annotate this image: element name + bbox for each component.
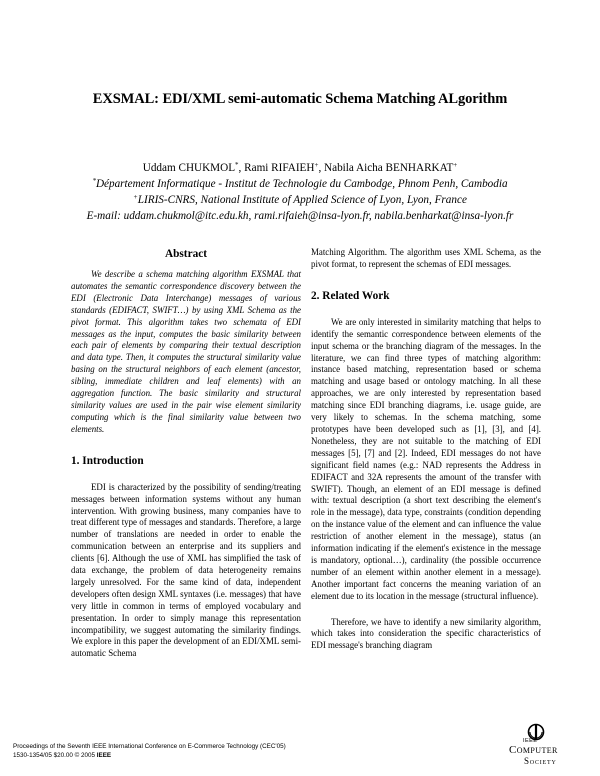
introduction-text: EDI is characterized by the possibility of sending/treating messages between information systems without any human intervention. With growing business, many companies have to treat different type of messages and standards. Therefore, a large number of translations are needed in order to enable the communication between an enterprise and its suppliers and clients [6]. Although the use of XML has simplified the task of data exchange, the problem of data heterogeneity remains largely unresolved. For the same kind of data, independent developers often design XML syntaxes (i.e. messages) that have very little in common in terms of employed vocabulary and presentation. In order to simply manage this representation incompatibility, we suggest automating the similarity findings. We explore in this paper the development of an EDI/XML semi-automatic Schema <box>71 481 301 659</box>
author-2-mark: + <box>314 161 319 169</box>
affiliation-2-text: LIRIS-CNRS, National Institute of Applied Science of Lyon, Lyon, France <box>137 194 467 206</box>
affiliation-1 <box>20 176 580 192</box>
author-1-mark: * <box>235 161 239 169</box>
affiliation-1-mark: * <box>92 177 96 185</box>
author-1: Uddam CHUKMOL <box>142 162 236 174</box>
logo-computer-text: Computer <box>509 744 558 756</box>
author-block <box>20 160 580 224</box>
ieee-computer-society-logo <box>493 723 583 771</box>
footer-issn: 1530-1354/05 $20.00 © 2005 <box>13 751 97 759</box>
author-names <box>20 160 580 176</box>
logo-ieee-text: IEEE <box>523 738 538 744</box>
introduction-heading: 1. Introduction <box>71 454 144 467</box>
footer-line-2 <box>13 752 433 761</box>
author-2: , Rami RIFAIEH <box>238 162 315 174</box>
left-column <box>71 247 301 660</box>
author-emails: E-mail: uddam.chukmol@itc.edu.kh, rami.rifaieh@insa-lyon.fr, nabila.benharkat@insa-lyon.fr <box>86 210 514 222</box>
affiliation-1-text: Département Informatique - Institut de Technologie du Cambodge, Phnom Penh, Cambodia <box>95 178 508 190</box>
logo-society-text: Society <box>524 756 557 766</box>
footer-ieee: IEEE <box>96 751 112 759</box>
author-3-mark: + <box>453 161 458 169</box>
author-3: , Nabila Aicha BENHARKAT <box>318 162 454 174</box>
abstract-text: We describe a schema matching algorithm EXSMAL that automates the semantic correspondence discovery between the EDI (Electronic Data Interchange) messages of various standards (EDIFACT, SWIFT…) by using XML Schema as the pivot format. This algorithm takes two schemata of EDI messages as the input, computes the basic similarity between each pair of elements by comparing their textual description and data type. Then, it computes the structural similarity value basing on the structural neighbors of each element (ancestor, sibling, immediate children and leaf elements) with an aggregation function. The basic similarity and structural similarity values are used in the pair wise element similarity computing which is the final similarity value between two elements. <box>71 269 301 434</box>
continuation-text: Matching Algorithm. The algorithm uses XML Schema, as the pivot format, to represent the schemas of EDI messages. <box>311 247 541 269</box>
related-work-paragraph-1: We are only interested in similarity matching that helps to identify the semantic correspondence between elements of the input schema or the branching diagram of the messages. In the literature, we can find three types of matching algorithm: instance based matching, representation based or schema matching and usage based or ontology matching. In all these approaches, we are only interested by representation based matching since EDI branching diagrams, i.e. usage guide, are very likely to schemas. In the schema matching, some prototypes have been developed such as [1], [3], and [4]. Nonetheless, they are not suitable to the matching of EDI messages [5], [7] and [2]. Indeed, EDI messages do not have significant field names (e.g.: NAD represents the Address in EDIFACT and 32A represents the amount of the transfer with SWIFT). Though, an element of an EDI message is defined with: textual description (a short text describing the element's role in the message), data type, constraints (condition depending on the instance value of the element and can influence the value restriction of another element in the message), status (an information indicating if the element's existence in the message is mandatory, optional…), cardinality (the possible occurrence number of an element within another element in a message). Another important fact concerns the meaning variation of an element due to its location in the message (structural influence). <box>311 316 541 601</box>
affiliation-2-mark: + <box>133 193 138 201</box>
related-work-heading: 2. Related Work <box>311 289 390 302</box>
footer-line-1: Proceedings of the Seventh IEEE International Conference on E-Commerce Technology (CEC'05) <box>13 743 286 750</box>
proceedings-footer <box>13 743 433 760</box>
abstract-heading: Abstract <box>164 248 208 260</box>
affiliation-2 <box>20 192 580 208</box>
related-work-paragraph-2: Therefore, we have to identify a new similarity algorithm, which takes into consideration the specific characteristics of EDI message's branching diagram <box>311 616 541 651</box>
paper-title: EXSMAL: EDI/XML semi-automatic Schema Matching ALgorithm <box>92 91 508 107</box>
right-column <box>311 247 541 652</box>
